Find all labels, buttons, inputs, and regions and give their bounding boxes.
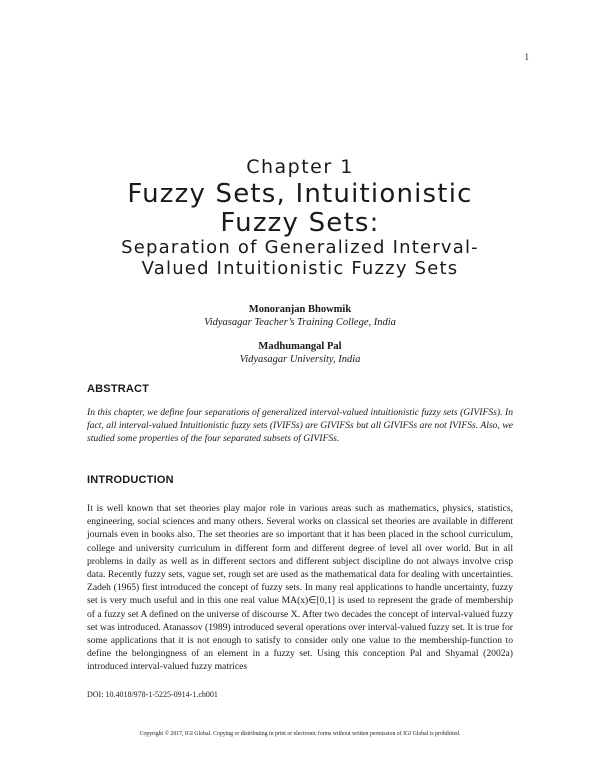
page-number: 1 xyxy=(524,52,529,62)
author-name: Madhumangal Pal xyxy=(258,341,342,352)
copyright-notice: Copyright © 2017, IGI Global. Copying or distributing in print or electronic forms without written permission of IGI Global is prohibited. xyxy=(139,731,461,737)
introduction-heading: INTRODUCTION xyxy=(87,474,174,486)
author-block xyxy=(0,340,600,366)
chapter-title-line: Fuzzy Sets: xyxy=(220,208,380,238)
author-affiliation: Vidyasagar Teacher’s Training College, India xyxy=(204,317,396,328)
author-affiliation: Vidyasagar University, India xyxy=(239,354,361,365)
chapter-subtitle xyxy=(0,237,600,279)
abstract-text: In this chapter, we define four separations of generalized interval-valued intuitionistic fuzzy sets (GIVIFSs). In fact, all interval-valued Intuitionistic fuzzy sets (IVIFSs) are GIVIFSs but all GIVIFSs are not IVIFSs. Also, we studied some properties of the four separated subsets of GIVIFSs. xyxy=(87,407,513,444)
chapter-subtitle-line: Valued Intuitionistic Fuzzy Sets xyxy=(141,258,459,279)
abstract-heading: ABSTRACT xyxy=(87,383,150,395)
introduction-text: It is well known that set theories play major role in various areas such as mathematics, physics, statistics, engineering, social sciences and many others. Several works on classical set theories are available in different journals even in books also. The set theories are so important that it has been placed in the school curriculum, college and university curriculum in different form and different degree of level all over world. But in all problems in daily as well as in different sectors and different subject discipline do not always involve crisp data. Recently fuzzy sets, vague set, rough set are used as the mathematical data for dealing with uncertainties. Zadeh (1965) first introduced the concept of fuzzy sets. In many real applications to handle uncertainty, fuzzy set is very much useful and in this one real value MA(x)∈[0,1] is used to represent the grade of membership of a fuzzy set A defined on the universe of discourse X. After two decades the concept of interval-valued fuzzy set was introduced. Atanassov (1989) introduced several operations over interval-valued fuzzy set. It is true for some applications that it is not enough to satisfy to consider only one value to the membership-function to define the belongingness of an element in a fuzzy set. Using this conception Pal and Shyamal (2002a) introduced interval-valued fuzzy matrices xyxy=(87,503,513,673)
doi-text: DOI: 10.4018/978-1-5225-0914-1.ch001 xyxy=(87,690,218,699)
chapter-title xyxy=(0,180,600,238)
chapter-title-line: Fuzzy Sets, Intuitionistic xyxy=(127,179,473,209)
chapter-subtitle-line: Separation of Generalized Interval- xyxy=(121,237,479,258)
author-block xyxy=(0,303,600,329)
chapter-label: Chapter 1 xyxy=(246,156,354,178)
author-name: Monoranjan Bhowmik xyxy=(248,304,352,315)
